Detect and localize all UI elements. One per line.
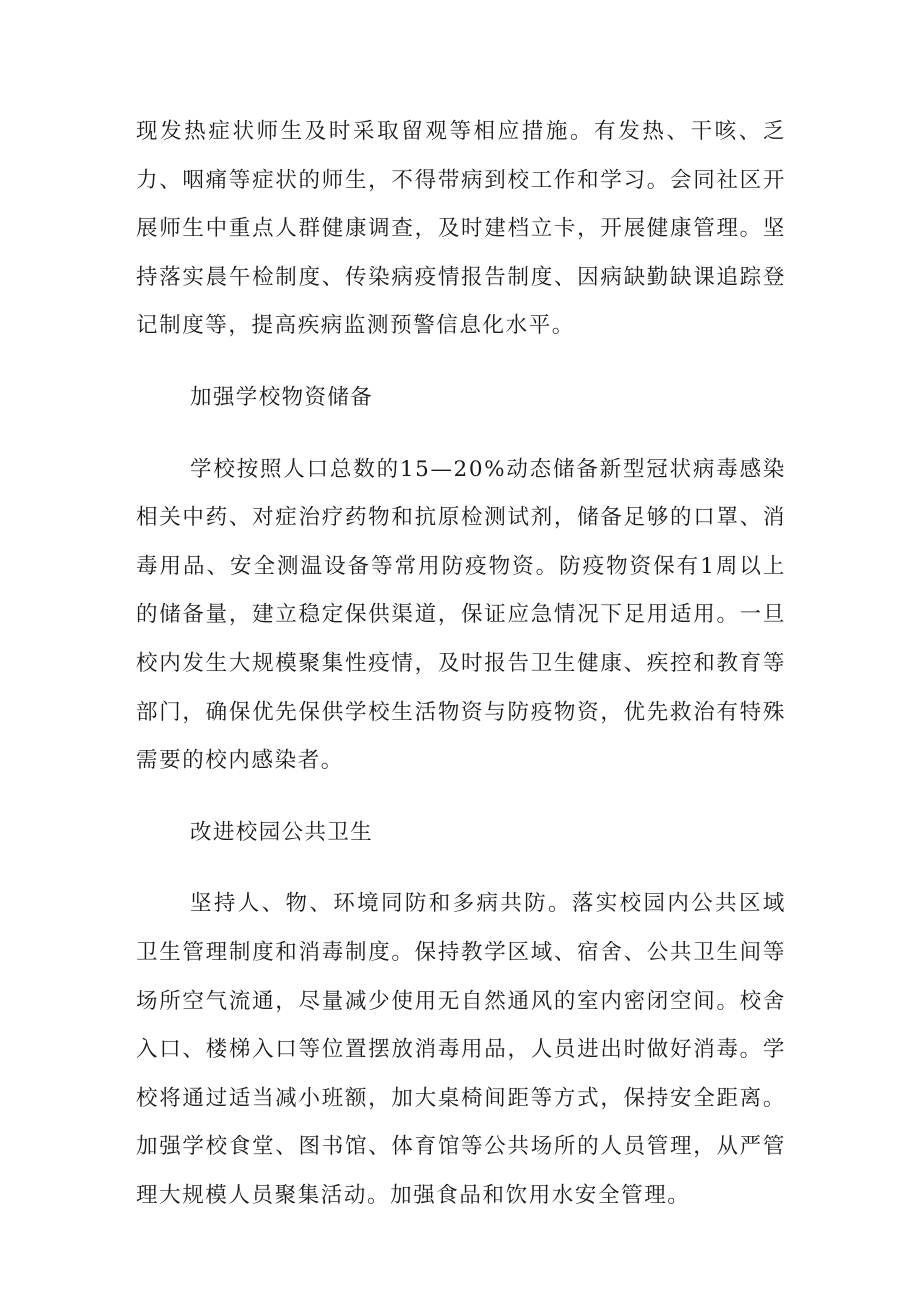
paragraph-health-monitoring: 现发热症状师生及时采取留观等相应措施。有发热、干咳、乏力、咽痛等症状的师生，不得带病到校工作和学习。会同社区开展师生中重点人群健康调查，及时建档立卡，开展健康管理。坚持落实晨午检制度、传染病疫情报告制度、因病缺勤缺课追踪登记制度等，提高疾病监测预警信息化水平。	[136, 119, 786, 339]
section-heading-hygiene: 改进校园公共卫生	[190, 819, 374, 845]
document-page	[136, 108, 786, 1220]
paragraph-hygiene: 坚持人、物、环境同防和多病共防。落实校园内公共区域卫生管理制度和消毒制度。保持教学区域、宿舍、公共卫生间等场所空气流通，尽量减少使用无自然通风的室内密闭空间。校舍入口、楼梯入口等位置摆放消毒用品，人员进出时做好消毒。学校将通过适当减小班额，加大桌椅间距等方式，保持安全距离。加强学校食堂、图书馆、体育馆等公共场所的人员管理，从严管理大规模人员聚集活动。加强食品和饮用水安全管理。	[136, 891, 786, 1208]
section-heading-supplies: 加强学校物资储备	[190, 384, 374, 410]
paragraph-supplies: 学校按照人口总数的15—20%动态储备新型冠状病毒感染相关中药、对症治疗药物和抗原检测试剂，储备足够的口罩、消毒用品、安全测温设备等常用防疫物资。防疫物资保有1周以上的储备量，建立稳定保供渠道，保证应急情况下足用适用。一旦校内发生大规模聚集性疫情，及时报告卫生健康、疾控和教育等部门，确保优先保供学校生活物资与防疫物资，优先救治有特殊需要的校内感染者。	[136, 456, 786, 774]
